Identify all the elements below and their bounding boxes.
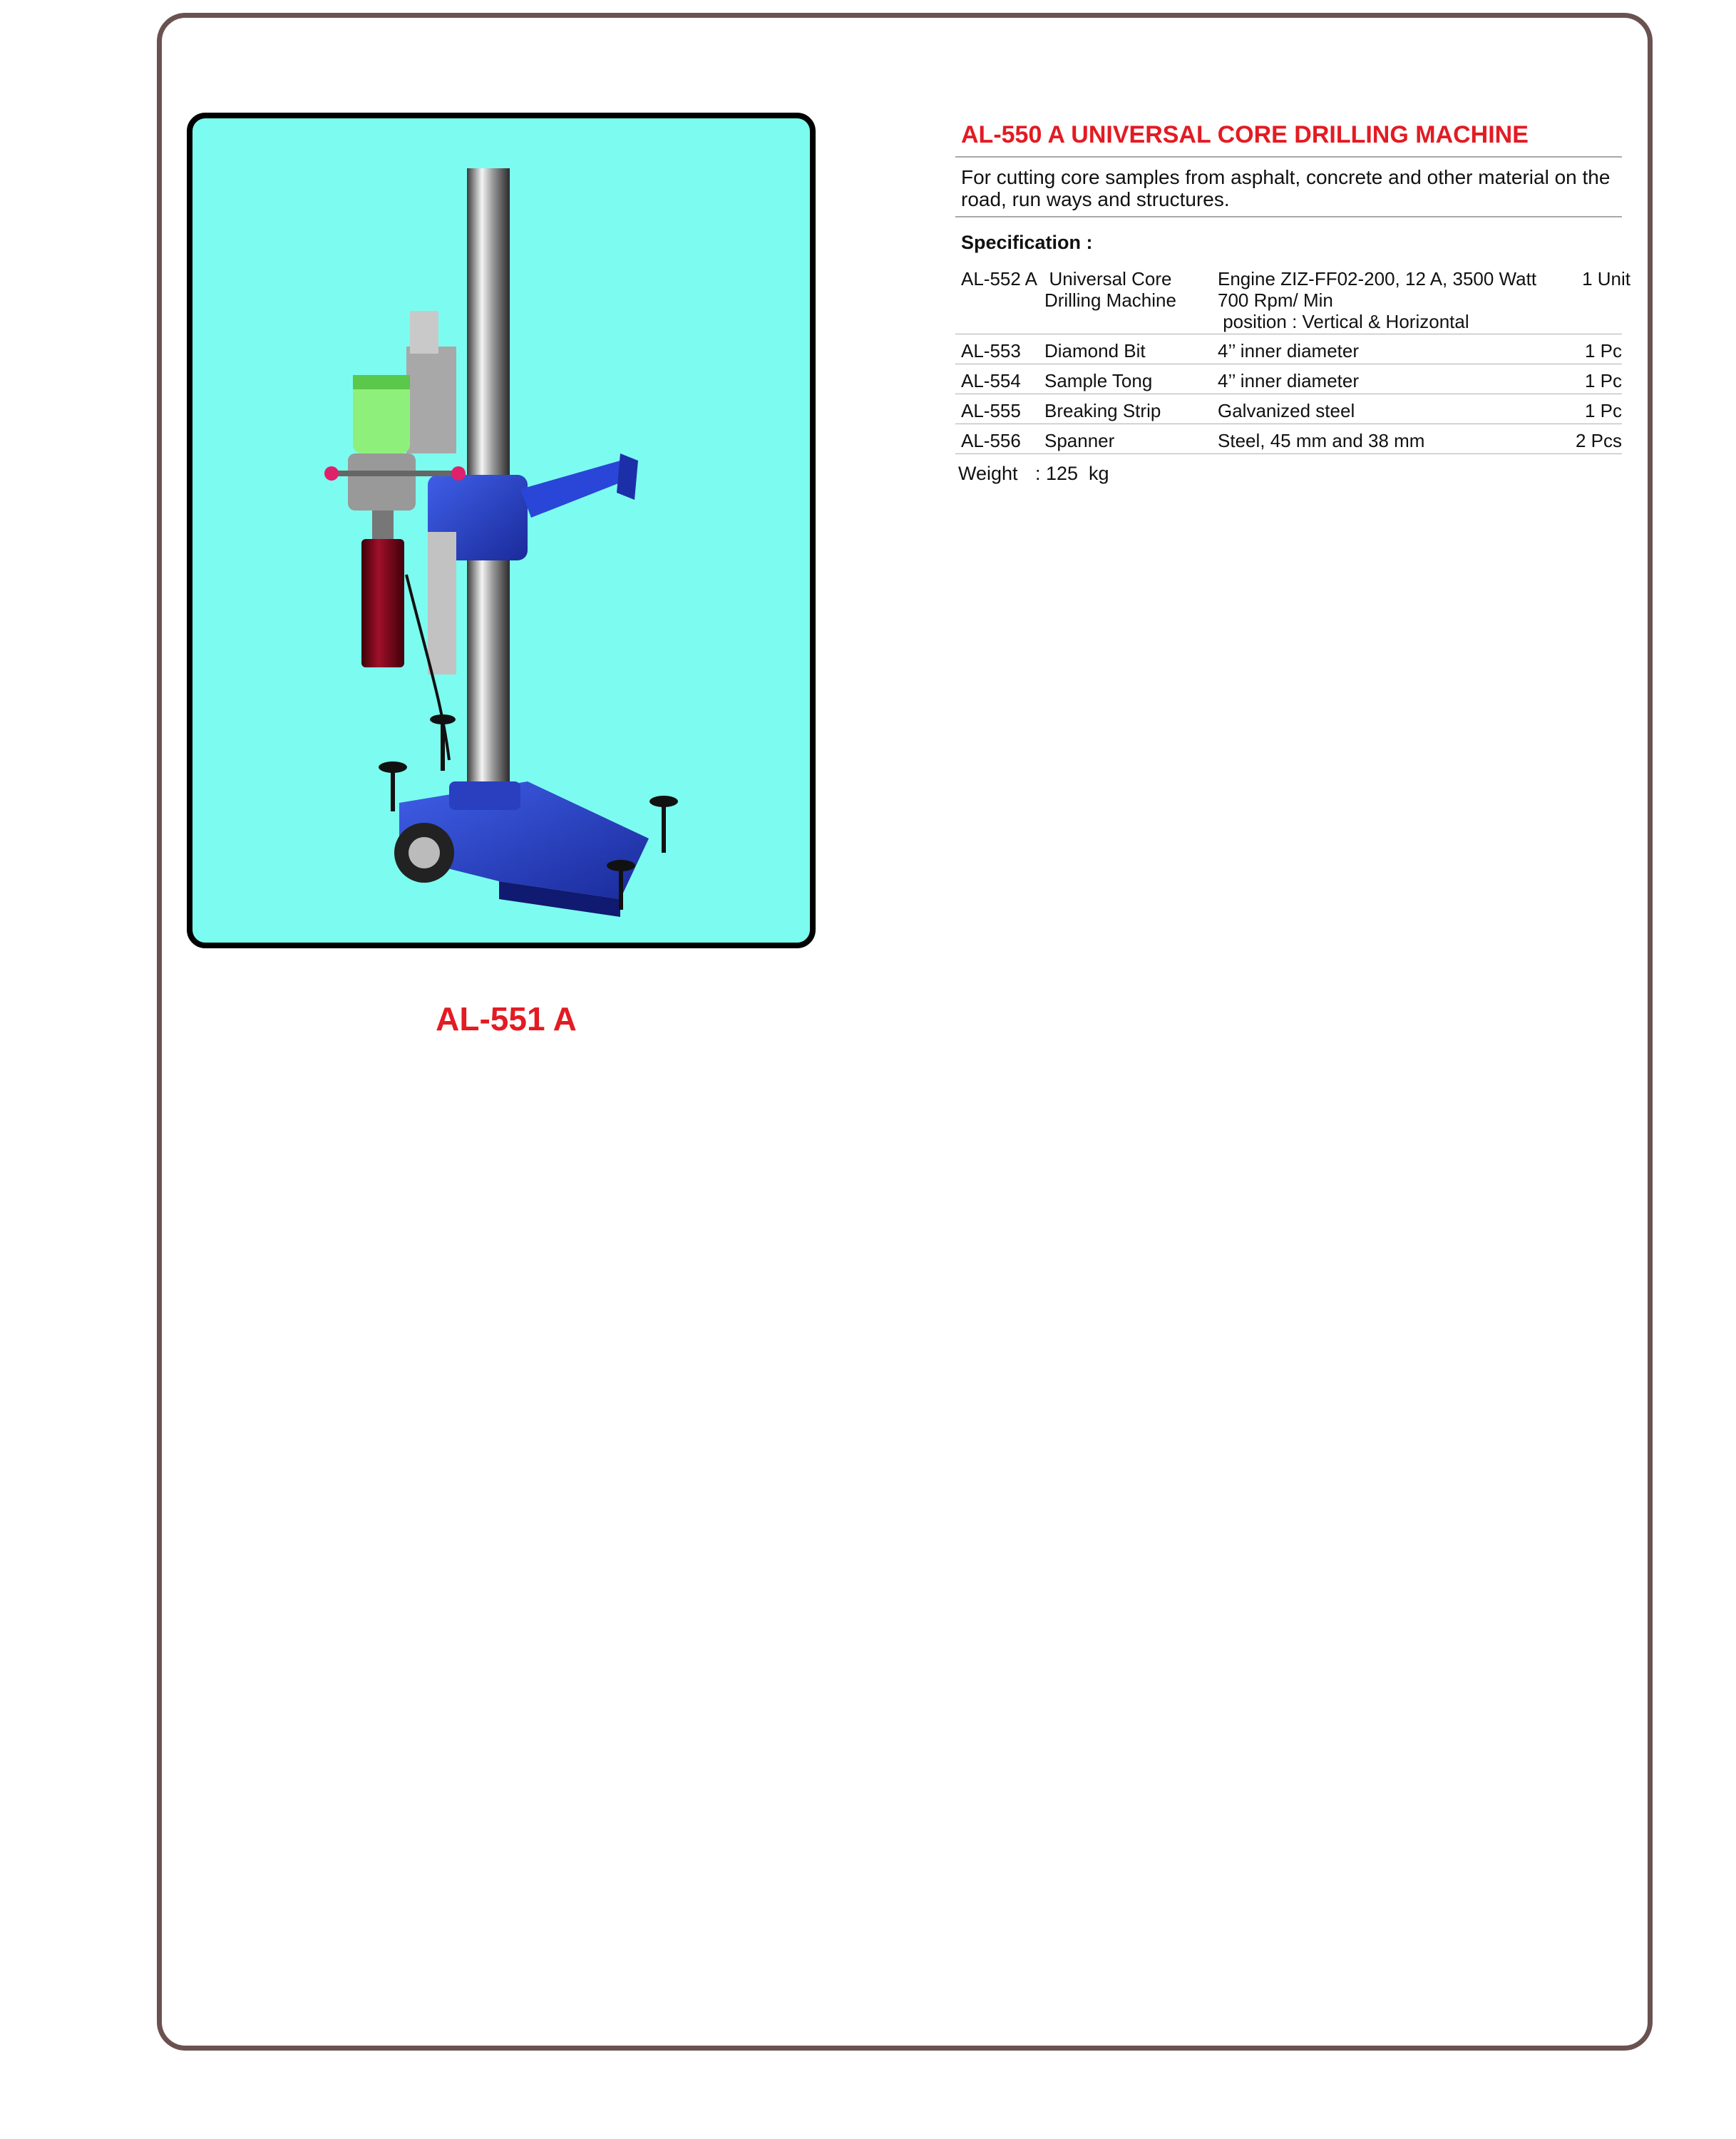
spec-detail-line1: Engine ZIZ-FF02-200, 12 A, 3500 Watt	[1218, 268, 1537, 289]
spec-detail	[1218, 268, 1536, 332]
spec-detail-line3: position : Vertical & Horizontal	[1218, 311, 1469, 332]
specification-table	[955, 262, 1630, 454]
spec-row	[955, 334, 1622, 364]
spec-name-line2: Drilling Machine	[1044, 289, 1176, 311]
spec-row-main	[955, 262, 1630, 334]
spec-name: Breaking Strip	[1044, 400, 1161, 421]
spec-qty: 1 Unit	[1582, 268, 1630, 289]
spec-name: Diamond Bit	[1044, 340, 1146, 361]
specification-heading: Specification :	[961, 232, 1093, 253]
spec-row	[955, 424, 1622, 454]
weight-value: : 125 kg	[1035, 463, 1109, 484]
spec-code: AL-553	[961, 340, 1021, 361]
spec-detail: Galvanized steel	[1218, 400, 1355, 421]
spec-detail: Steel, 45 mm and 38 mm	[1218, 430, 1425, 451]
spec-code: AL-556	[961, 430, 1021, 451]
weight-label: Weight	[958, 463, 1018, 484]
spec-qty: 2 Pcs	[1575, 430, 1622, 451]
product-info	[955, 116, 1630, 486]
spec-code: AL-555	[961, 400, 1021, 421]
spec-detail: 4’’ inner diameter	[1218, 370, 1359, 391]
product-title: AL-550 A UNIVERSAL CORE DRILLING MACHINE	[955, 116, 1622, 158]
spec-code: AL-554	[961, 370, 1021, 391]
spec-code: AL-552 A	[961, 268, 1037, 289]
spec-name: Sample Tong	[1044, 370, 1153, 391]
drilling-machine-illustration	[192, 118, 810, 943]
spec-row	[955, 394, 1622, 424]
spec-detail-line2: 700 Rpm/ Min	[1218, 289, 1333, 311]
spec-name	[1044, 268, 1176, 311]
spec-detail: 4’’ inner diameter	[1218, 340, 1359, 361]
weight-line	[955, 454, 1622, 486]
spec-name: Spanner	[1044, 430, 1115, 451]
spec-qty: 1 Pc	[1584, 400, 1622, 421]
spec-qty: 1 Pc	[1584, 370, 1622, 391]
product-image-caption: AL-551 A	[436, 1000, 577, 1037]
product-description: For cutting core samples from asphalt, concrete and other material on the road, run ways and structures.	[955, 158, 1622, 217]
spec-qty: 1 Pc	[1584, 340, 1622, 361]
spec-row	[955, 364, 1622, 394]
product-photo	[187, 113, 816, 948]
spec-name-line1: Universal Core	[1049, 268, 1172, 289]
